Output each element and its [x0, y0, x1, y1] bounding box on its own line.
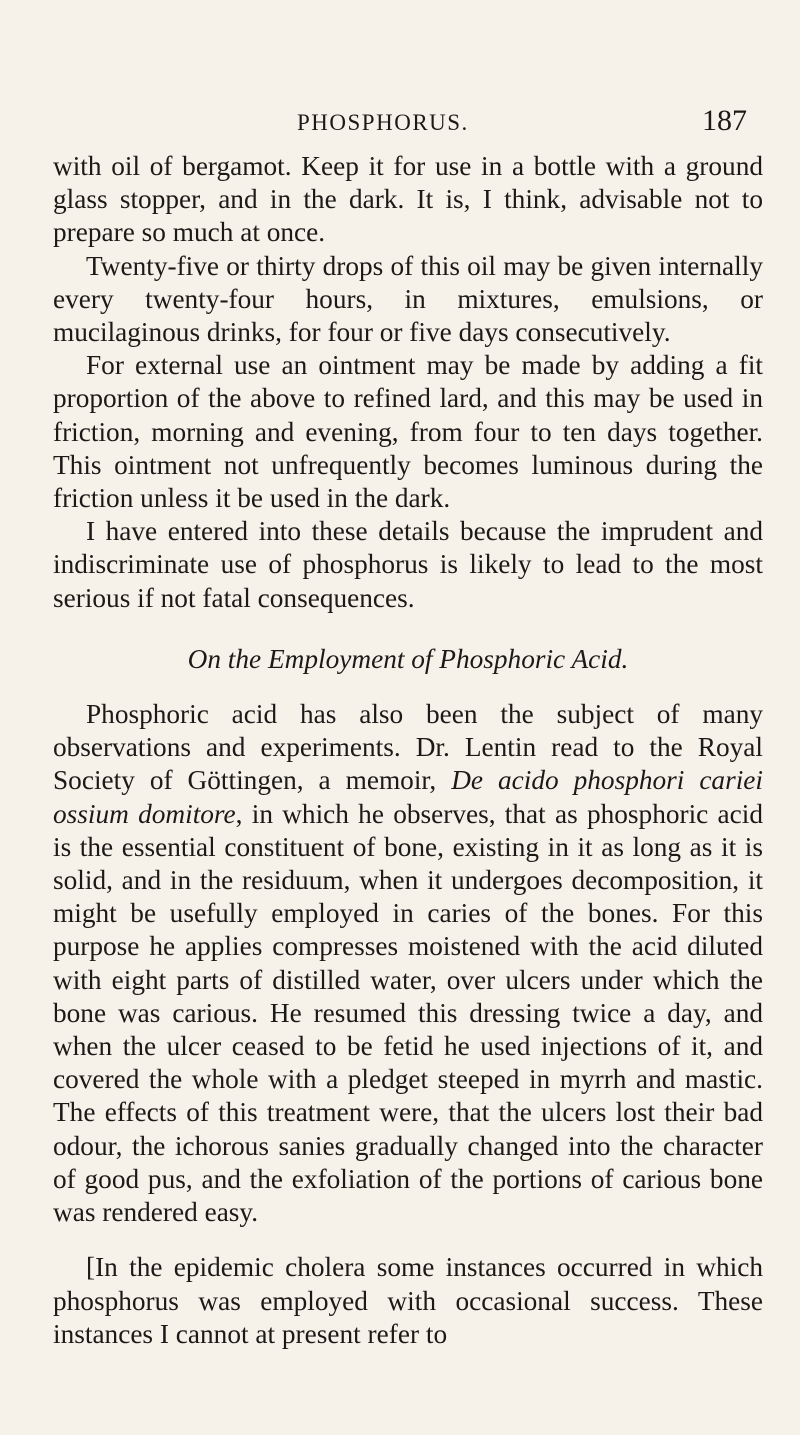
memoir-title: De acido phosphori cariei ossium domitore	[53, 765, 763, 829]
paragraph-caution: I have entered into these details because the imprudent and indiscriminate use of phosphorus is likely to lead to the most serious if not fatal consequences.	[53, 516, 763, 613]
body-text	[53, 150, 763, 1351]
spacer	[53, 1229, 763, 1251]
page-number: 187	[702, 104, 747, 137]
running-title: PHOSPHORUS.	[297, 110, 469, 135]
paragraph-text: , in which he observes, that as phosphoric acid is the essential constituent of bone, existing in it as long as it is solid, and in the residuum, when it undergoes decomposition, it might be usefully employed in caries of the bones. For this purpose he applies compresses moistened with the acid diluted with eight parts of distilled water, over ulcers under which the bone was carious. He resumed this dressing twice a day, and when the ulcer ceased to be fetid he used injections of it, and covered the whole with a pledget steeped in myrrh and mastic. The effects of this treatment were, that the ulcers lost their bad odour, the ichorous sanies gradually changed into the character of good pus, and the exfoliation of the portions of carious bone was rendered easy.	[53, 798, 763, 1228]
running-head	[0, 104, 800, 144]
section-heading: On the Employment of Phosphoric Acid.	[187, 643, 629, 674]
paragraph-text: Phosphoric acid has also been the subject of many observations and experiments. Dr. Lentin read to the Royal Society of Göttingen, a memoir,	[53, 699, 763, 796]
paragraph-cholera: [In the epidemic cholera some instances occurred in which phosphorus was employed with occasional success. These instances I cannot at present refer to	[53, 1252, 763, 1349]
paragraph-phosphoric-acid	[53, 698, 763, 1229]
paragraph-internal-dose: Twenty-five or thirty drops of this oil may be given internally every twenty-four hours, in mixtures, emulsions, or mucilaginous drinks, for four or five days consecutively.	[53, 250, 763, 348]
paragraph-continued: with oil of bergamot. Keep it for use in a bottle with a ground glass stopper, and in the dark. It is, I think, advisable not to prepare so much at once.	[53, 151, 763, 248]
paragraph-external-ointment: For external use an ointment may be made by adding a fit proportion of the above to refined lard, and this may be used in friction, morning and evening, from four to ten days together. This ointment not unfrequently becomes luminous during the friction unless it be used in the dark.	[53, 350, 763, 514]
